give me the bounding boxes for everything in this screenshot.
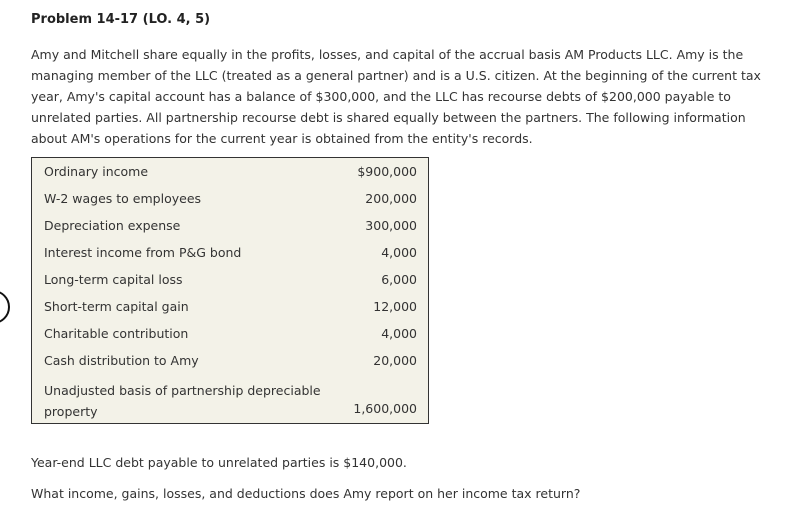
- row-value: 300,000: [365, 218, 417, 233]
- row-label: Interest income from P&G bond: [44, 245, 242, 260]
- row-value: 200,000: [365, 191, 417, 206]
- row-value: 4,000: [381, 326, 417, 341]
- row-label: Cash distribution to Amy: [44, 353, 199, 368]
- problem-intro: Amy and Mitchell share equally in the profits, losses, and capital of the accrual basis AM Products LLC. Amy is the managing member of the LLC (treated as a general partner) and is a U.S. citizen. At the beginning of the current tax year, Amy's capital account has a balance of $300,000, and the LLC has recourse debts of $200,000 payable to unrelated parties. All partnership recourse debt is shared equally between the partners. The following information about AM's operations for the current year is obtained from the entity's records.: [31, 47, 761, 146]
- row-value: $900,000: [357, 164, 417, 179]
- row-value: 12,000: [373, 299, 417, 314]
- row-label: Long-term capital loss: [44, 272, 183, 287]
- table-row: [32, 185, 428, 212]
- side-tab-circle[interactable]: [0, 290, 10, 324]
- problem-title: Problem 14-17 (LO. 4, 5): [31, 12, 211, 27]
- row-label: Charitable contribution: [44, 326, 189, 341]
- table-row: [32, 212, 428, 239]
- row-value: 4,000: [381, 245, 417, 260]
- row-label: Ordinary income: [44, 164, 149, 179]
- financial-data-table: [31, 157, 429, 424]
- row-label: W-2 wages to employees: [44, 191, 202, 206]
- debt-note: Year-end LLC debt payable to unrelated parties is $140,000.: [31, 455, 407, 470]
- row-value: 6,000: [381, 272, 417, 287]
- table-row: [32, 266, 428, 293]
- row-value: 1,600,000: [353, 401, 417, 416]
- table-row: [32, 239, 428, 266]
- row-value: 20,000: [373, 353, 417, 368]
- row-label: Short-term capital gain: [44, 299, 189, 314]
- table-row: [32, 293, 428, 320]
- table-row: [32, 374, 428, 422]
- row-label: Unadjusted basis of partnership depreciable property: [44, 383, 321, 419]
- question-text: What income, gains, losses, and deductions does Amy report on her income tax return?: [31, 486, 581, 501]
- table-row: [32, 347, 428, 374]
- table-row: [32, 320, 428, 347]
- table-row: [32, 158, 428, 185]
- row-label: Depreciation expense: [44, 218, 181, 233]
